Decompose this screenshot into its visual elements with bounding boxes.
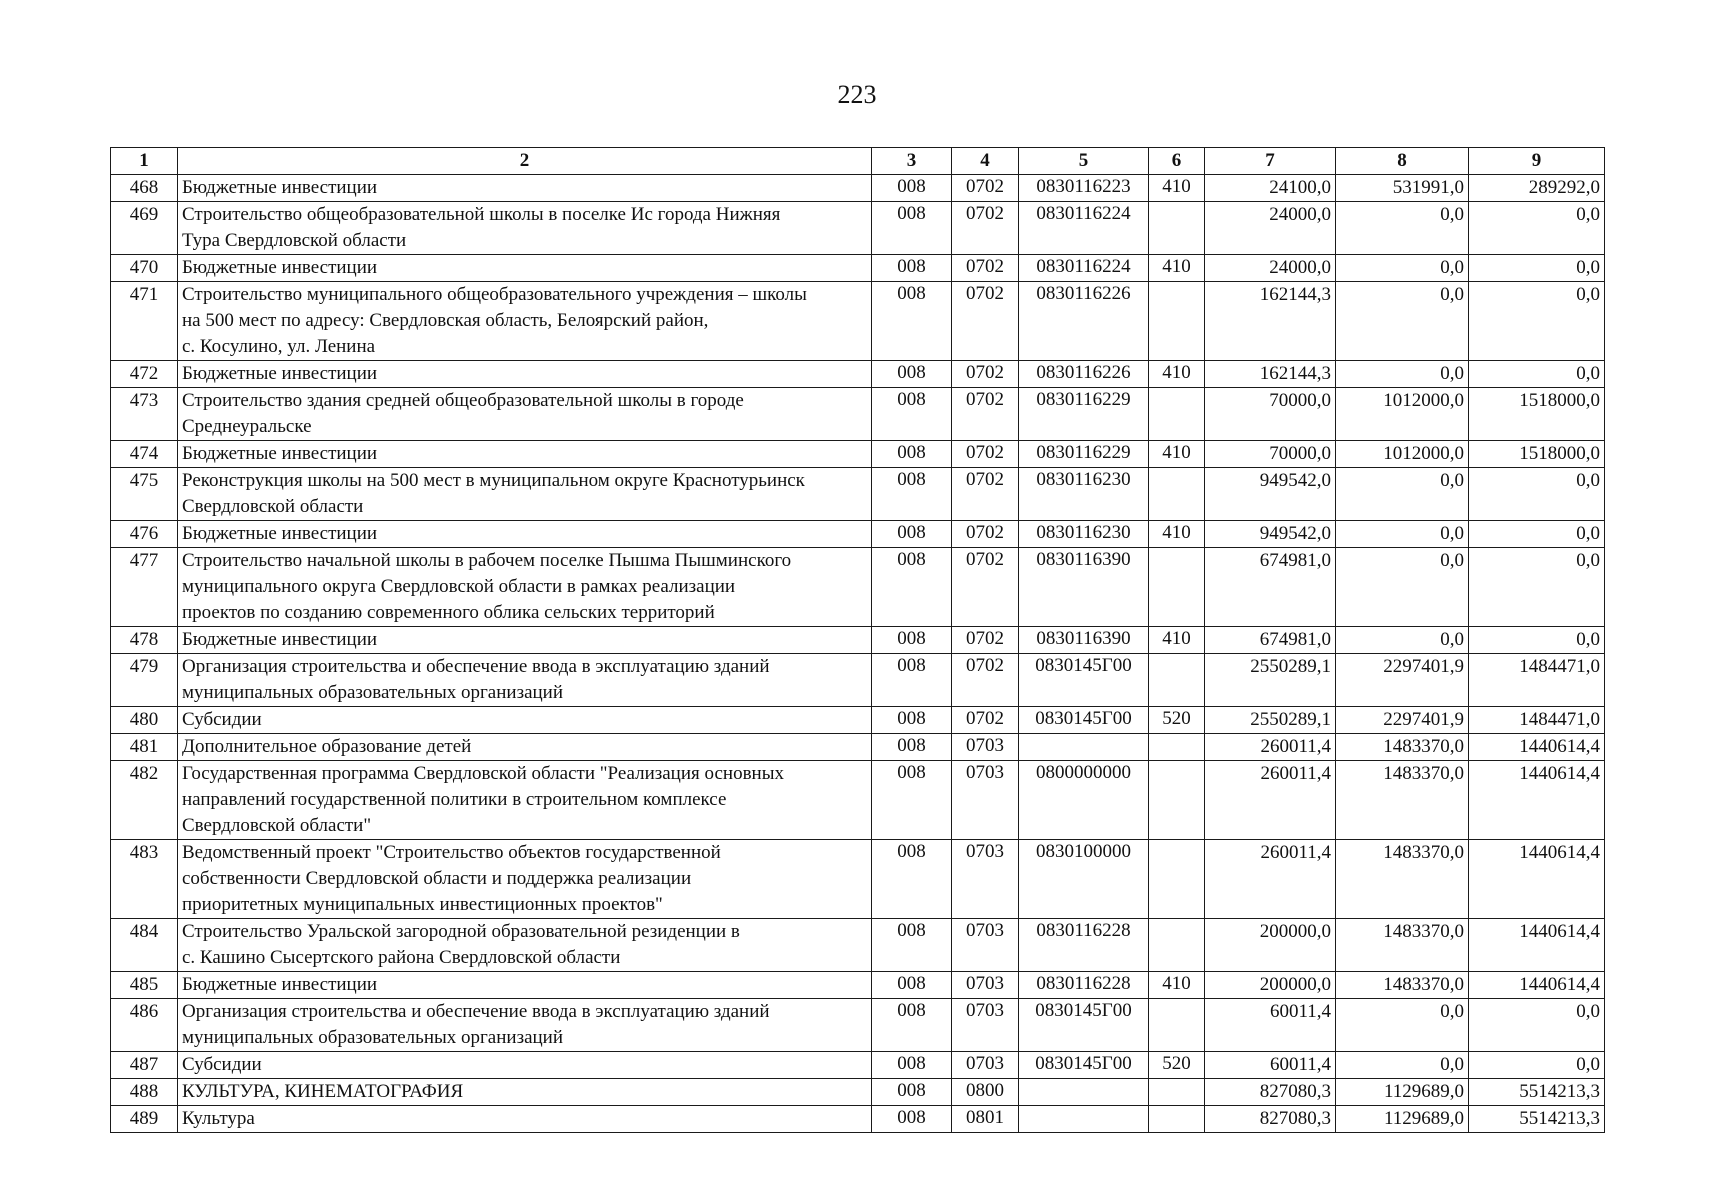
row-name [178,1052,872,1079]
table-row [111,255,1605,282]
col-6-type: 410 [1149,521,1205,548]
row-name [178,734,872,761]
col-7-amount: 162144,3 [1205,282,1336,361]
row-number: 487 [111,1052,178,1079]
col-9-amount: 1518000,0 [1469,388,1605,441]
row-number: 485 [111,972,178,999]
col-6-type [1149,654,1205,707]
col-3-code: 008 [872,972,952,999]
col-9-amount: 1440614,4 [1469,972,1605,999]
row-name [178,654,872,707]
col-7-amount: 827080,3 [1205,1106,1336,1133]
row-name-line: приоритетных муниципальных инвестиционных проектов" [182,894,663,915]
col-7-amount: 827080,3 [1205,1079,1336,1106]
row-name [178,707,872,734]
row-name-line: Субсидии [182,1054,262,1075]
row-name-line: Строительство общеобразовательной школы в поселке Ис города Нижняя [182,204,781,225]
col-3-code: 008 [872,627,952,654]
row-name-line: Дополнительное образование детей [182,736,472,757]
table-row [111,1052,1605,1079]
col-3-code: 008 [872,654,952,707]
row-number: 483 [111,840,178,919]
row-name [178,972,872,999]
col-6-type: 410 [1149,627,1205,654]
table-row [111,202,1605,255]
col-5-target: 0830116390 [1019,548,1149,627]
col-4-section: 0702 [952,388,1019,441]
col-7-amount: 674981,0 [1205,548,1336,627]
col-3-code: 008 [872,441,952,468]
col-5-target: 0830145Г00 [1019,1052,1149,1079]
col-6-type: 410 [1149,361,1205,388]
row-name-line: Среднеуральске [182,416,312,437]
row-name-line: Реконструкция школы на 500 мест в муниципальном округе Краснотурьинск [182,470,805,491]
row-name-line: на 500 мест по адресу: Свердловская область, Белоярский район, [182,310,709,331]
row-number: 472 [111,361,178,388]
col-5-target: 0830116230 [1019,468,1149,521]
row-number: 473 [111,388,178,441]
budget-table [110,147,1605,1133]
col-8-amount: 531991,0 [1336,175,1469,202]
col-8-amount: 0,0 [1336,627,1469,654]
col-9-amount: 1440614,4 [1469,919,1605,972]
col-5-target: 0830116229 [1019,441,1149,468]
col-9-amount: 0,0 [1469,255,1605,282]
col-8-amount: 1483370,0 [1336,972,1469,999]
row-number: 476 [111,521,178,548]
header-col-4: 4 [952,148,1019,175]
col-5-target [1019,1079,1149,1106]
col-4-section: 0703 [952,1052,1019,1079]
row-name-line: КУЛЬТУРА, КИНЕМАТОГРАФИЯ [182,1081,464,1102]
col-4-section: 0702 [952,441,1019,468]
row-name [178,919,872,972]
col-8-amount: 0,0 [1336,999,1469,1052]
col-6-type [1149,919,1205,972]
col-6-type: 410 [1149,255,1205,282]
col-4-section: 0702 [952,255,1019,282]
row-name [178,521,872,548]
row-number: 470 [111,255,178,282]
col-6-type [1149,734,1205,761]
row-name-line: Бюджетные инвестиции [182,443,378,464]
table-row [111,627,1605,654]
col-6-type [1149,388,1205,441]
table-row [111,468,1605,521]
col-8-amount: 1483370,0 [1336,734,1469,761]
table-row [111,707,1605,734]
header-col-1: 1 [111,148,178,175]
row-name-line: муниципальных образовательных организаций [182,682,564,703]
col-9-amount: 0,0 [1469,282,1605,361]
row-number: 477 [111,548,178,627]
col-6-type [1149,468,1205,521]
col-4-section: 0702 [952,175,1019,202]
col-4-section: 0702 [952,282,1019,361]
col-3-code: 008 [872,1106,952,1133]
col-8-amount: 0,0 [1336,202,1469,255]
header-col-5: 5 [1019,148,1149,175]
row-number: 486 [111,999,178,1052]
col-7-amount: 24100,0 [1205,175,1336,202]
row-name-line: Строительство Уральской загородной образовательной резиденции в [182,921,740,942]
col-4-section: 0702 [952,548,1019,627]
col-6-type: 520 [1149,707,1205,734]
row-name [178,1106,872,1133]
col-7-amount: 200000,0 [1205,919,1336,972]
table-row [111,999,1605,1052]
col-3-code: 008 [872,468,952,521]
col-6-type [1149,1106,1205,1133]
col-8-amount: 1129689,0 [1336,1106,1469,1133]
col-8-amount: 1012000,0 [1336,441,1469,468]
table-row [111,919,1605,972]
col-7-amount: 24000,0 [1205,202,1336,255]
col-3-code: 008 [872,919,952,972]
row-name-line: Тура Свердловской области [182,230,407,251]
col-9-amount: 5514213,3 [1469,1079,1605,1106]
col-5-target: 0830116230 [1019,521,1149,548]
col-3-code: 008 [872,761,952,840]
row-name [178,548,872,627]
col-4-section: 0703 [952,919,1019,972]
col-6-type [1149,1079,1205,1106]
col-8-amount: 0,0 [1336,521,1469,548]
col-6-type: 410 [1149,175,1205,202]
row-name-line: направлений государственной политики в строительном комплексе [182,789,727,810]
col-3-code: 008 [872,361,952,388]
header-col-9: 9 [1469,148,1605,175]
row-name-line: Бюджетные инвестиции [182,257,378,278]
col-8-amount: 1483370,0 [1336,919,1469,972]
row-number: 478 [111,627,178,654]
col-9-amount: 1518000,0 [1469,441,1605,468]
col-9-amount: 0,0 [1469,999,1605,1052]
header-col-2: 2 [178,148,872,175]
row-name-line: муниципального округа Свердловской области в рамках реализации [182,576,736,597]
col-9-amount: 0,0 [1469,361,1605,388]
row-name-line: Бюджетные инвестиции [182,177,378,198]
row-number: 474 [111,441,178,468]
col-7-amount: 2550289,1 [1205,707,1336,734]
table-row [111,175,1605,202]
col-7-amount: 949542,0 [1205,468,1336,521]
col-6-type [1149,282,1205,361]
col-7-amount: 260011,4 [1205,840,1336,919]
col-5-target: 0830116224 [1019,202,1149,255]
col-8-amount: 1483370,0 [1336,840,1469,919]
table-row [111,654,1605,707]
row-name [178,627,872,654]
header-row [111,148,1605,175]
col-8-amount: 2297401,9 [1336,707,1469,734]
col-5-target: 0830116224 [1019,255,1149,282]
col-5-target: 0830116226 [1019,282,1149,361]
col-6-type [1149,840,1205,919]
col-4-section: 0702 [952,202,1019,255]
col-4-section: 0702 [952,468,1019,521]
table-row [111,972,1605,999]
row-name-line: с. Кашино Сысертского района Свердловской области [182,947,621,968]
row-name [178,1079,872,1106]
col-4-section: 0702 [952,361,1019,388]
row-number: 482 [111,761,178,840]
row-name-line: Бюджетные инвестиции [182,974,378,995]
row-name [178,388,872,441]
row-name [178,255,872,282]
col-3-code: 008 [872,521,952,548]
row-number: 488 [111,1079,178,1106]
row-number: 484 [111,919,178,972]
header-col-6: 6 [1149,148,1205,175]
col-6-type [1149,202,1205,255]
col-4-section: 0703 [952,972,1019,999]
col-6-type [1149,548,1205,627]
row-name [178,202,872,255]
header-col-8: 8 [1336,148,1469,175]
col-8-amount: 0,0 [1336,548,1469,627]
col-3-code: 008 [872,1052,952,1079]
col-9-amount: 0,0 [1469,521,1605,548]
table-row [111,548,1605,627]
row-name [178,999,872,1052]
row-name [178,761,872,840]
col-8-amount: 0,0 [1336,468,1469,521]
col-4-section: 0702 [952,521,1019,548]
table-row [111,734,1605,761]
col-6-type [1149,761,1205,840]
col-4-section: 0702 [952,707,1019,734]
row-name [178,282,872,361]
row-name-line: Строительство муниципального общеобразовательного учреждения – школы [182,284,807,305]
col-3-code: 008 [872,255,952,282]
row-name-line: Бюджетные инвестиции [182,363,378,384]
col-8-amount: 0,0 [1336,255,1469,282]
col-3-code: 008 [872,548,952,627]
row-name [178,468,872,521]
table-row [111,840,1605,919]
col-4-section: 0800 [952,1079,1019,1106]
row-name-line: Субсидии [182,709,262,730]
col-4-section: 0702 [952,627,1019,654]
col-7-amount: 949542,0 [1205,521,1336,548]
row-name-line: Бюджетные инвестиции [182,629,378,650]
col-3-code: 008 [872,707,952,734]
row-name-line: собственности Свердловской области и поддержка реализации [182,868,692,889]
col-5-target: 0830116228 [1019,919,1149,972]
col-3-code: 008 [872,734,952,761]
col-8-amount: 1129689,0 [1336,1079,1469,1106]
col-9-amount: 1440614,4 [1469,734,1605,761]
table-body [111,175,1605,1133]
col-5-target: 0830145Г00 [1019,999,1149,1052]
col-4-section: 0703 [952,761,1019,840]
col-4-section: 0703 [952,734,1019,761]
col-7-amount: 2550289,1 [1205,654,1336,707]
col-9-amount: 0,0 [1469,1052,1605,1079]
row-number: 475 [111,468,178,521]
col-6-type: 410 [1149,972,1205,999]
col-9-amount: 1440614,4 [1469,840,1605,919]
header-col-7: 7 [1205,148,1336,175]
col-9-amount: 0,0 [1469,548,1605,627]
col-5-target: 0830145Г00 [1019,654,1149,707]
col-7-amount: 200000,0 [1205,972,1336,999]
row-name-line: Бюджетные инвестиции [182,523,378,544]
row-name-line: Строительство начальной школы в рабочем поселке Пышма Пышминского [182,550,792,571]
header-col-3: 3 [872,148,952,175]
col-4-section: 0703 [952,840,1019,919]
row-name-line: муниципальных образовательных организаций [182,1027,564,1048]
table-row [111,282,1605,361]
row-name [178,361,872,388]
col-9-amount: 289292,0 [1469,175,1605,202]
col-7-amount: 70000,0 [1205,441,1336,468]
row-name-line: Организация строительства и обеспечение ввода в эксплуатацию зданий [182,656,770,677]
row-number: 489 [111,1106,178,1133]
col-4-section: 0703 [952,999,1019,1052]
table-row [111,521,1605,548]
col-7-amount: 60011,4 [1205,999,1336,1052]
col-7-amount: 70000,0 [1205,388,1336,441]
col-9-amount: 0,0 [1469,627,1605,654]
table-row [111,761,1605,840]
col-8-amount: 2297401,9 [1336,654,1469,707]
col-7-amount: 260011,4 [1205,734,1336,761]
col-4-section: 0801 [952,1106,1019,1133]
col-9-amount: 1484471,0 [1469,707,1605,734]
col-3-code: 008 [872,282,952,361]
col-8-amount: 0,0 [1336,361,1469,388]
col-7-amount: 24000,0 [1205,255,1336,282]
row-name-line: Свердловской области" [182,815,372,836]
row-name [178,840,872,919]
col-8-amount: 0,0 [1336,282,1469,361]
table-row [111,388,1605,441]
col-5-target [1019,1106,1149,1133]
row-number: 468 [111,175,178,202]
col-5-target: 0830116226 [1019,361,1149,388]
row-number: 480 [111,707,178,734]
row-number: 471 [111,282,178,361]
table-row [111,1106,1605,1133]
table-row [111,441,1605,468]
col-9-amount: 5514213,3 [1469,1106,1605,1133]
row-name-line: Строительство здания средней общеобразовательной школы в городе [182,390,744,411]
row-name-line: проектов по созданию современного облика сельских территорий [182,602,715,623]
row-number: 469 [111,202,178,255]
col-7-amount: 162144,3 [1205,361,1336,388]
row-name-line: Ведомственный проект "Строительство объектов государственной [182,842,721,863]
col-5-target: 0800000000 [1019,761,1149,840]
col-7-amount: 60011,4 [1205,1052,1336,1079]
col-7-amount: 260011,4 [1205,761,1336,840]
col-8-amount: 0,0 [1336,1052,1469,1079]
page-number: 223 [837,80,877,109]
row-number: 479 [111,654,178,707]
col-5-target: 0830116228 [1019,972,1149,999]
col-5-target: 0830116229 [1019,388,1149,441]
row-number: 481 [111,734,178,761]
col-6-type [1149,999,1205,1052]
col-3-code: 008 [872,999,952,1052]
col-4-section: 0702 [952,654,1019,707]
row-name [178,441,872,468]
col-5-target: 0830145Г00 [1019,707,1149,734]
col-5-target [1019,734,1149,761]
col-9-amount: 0,0 [1469,202,1605,255]
row-name-line: Свердловской области [182,496,364,517]
col-3-code: 008 [872,202,952,255]
row-name [178,175,872,202]
col-9-amount: 1440614,4 [1469,761,1605,840]
row-name-line: Государственная программа Свердловской области "Реализация основных [182,763,784,784]
col-6-type: 410 [1149,441,1205,468]
col-5-target: 0830100000 [1019,840,1149,919]
col-3-code: 008 [872,840,952,919]
col-9-amount: 0,0 [1469,468,1605,521]
col-8-amount: 1483370,0 [1336,761,1469,840]
col-5-target: 0830116390 [1019,627,1149,654]
col-3-code: 008 [872,175,952,202]
col-5-target: 0830116223 [1019,175,1149,202]
row-name-line: с. Косулино, ул. Ленина [182,336,376,357]
col-8-amount: 1012000,0 [1336,388,1469,441]
col-3-code: 008 [872,388,952,441]
col-3-code: 008 [872,1079,952,1106]
table-row [111,361,1605,388]
table-row [111,1079,1605,1106]
col-6-type: 520 [1149,1052,1205,1079]
col-9-amount: 1484471,0 [1469,654,1605,707]
row-name-line: Организация строительства и обеспечение ввода в эксплуатацию зданий [182,1001,770,1022]
row-name-line: Культура [182,1108,255,1129]
col-7-amount: 674981,0 [1205,627,1336,654]
